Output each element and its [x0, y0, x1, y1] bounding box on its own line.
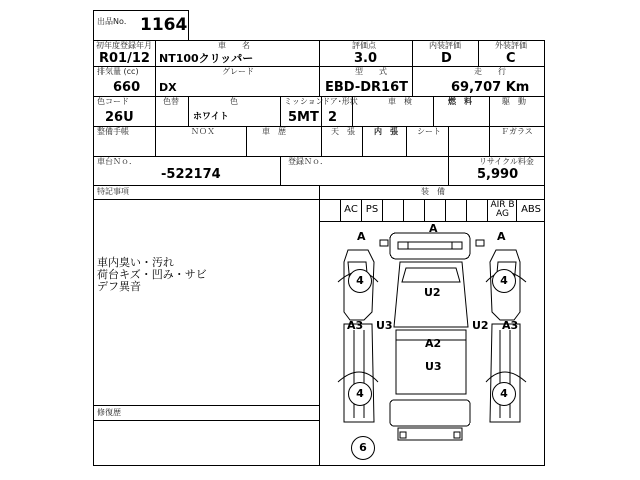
recycle-label: リサイクル料金: [479, 157, 534, 166]
damage-right-side: A3: [502, 319, 519, 332]
door-value: 2: [328, 110, 338, 125]
score-label: 評価点: [352, 41, 376, 50]
damage-left-rear-wheel: 4: [348, 382, 372, 406]
damage-front-right: A: [497, 230, 506, 243]
damage-front-bumper: A: [429, 222, 438, 235]
interior2-label: 内 張: [374, 127, 398, 136]
damage-right-side-u: U2: [472, 319, 489, 332]
remarks-label: 特記事項: [97, 187, 129, 196]
grade-label: グレード: [222, 67, 254, 76]
interior-value: D: [441, 51, 452, 66]
recycle-value: 5,990: [477, 167, 519, 182]
year-label: 初年度登録年月: [96, 41, 152, 50]
name-value: NT100クリッパー: [159, 52, 254, 65]
equip-airbag: AIR BAG: [490, 200, 515, 219]
damage-right-front-wheel: 4: [492, 269, 516, 293]
seat-label: シート: [417, 127, 441, 136]
inspection-label: 車 検: [388, 97, 412, 106]
damage-left-side-u: U3: [376, 319, 393, 332]
color-code-value: 26U: [105, 110, 134, 125]
mission-value: 5MT: [288, 110, 319, 125]
score-value: 3.0: [354, 51, 378, 66]
manual-label: 整備手帳: [97, 127, 129, 136]
damage-front-left: A: [357, 230, 366, 243]
glass-label: Ｆガラス: [501, 127, 533, 136]
equip-ac: AC: [344, 204, 358, 215]
color-value: ホワイト: [193, 112, 229, 122]
damage-left-side: A3: [347, 319, 364, 332]
damage-roof: U2: [424, 286, 441, 299]
damage-bed-u: U3: [425, 360, 442, 373]
color-code-label: 色コード: [97, 97, 129, 106]
damage-left-front-wheel: 4: [348, 269, 372, 293]
reg-label: 登録Ｎｏ．: [288, 157, 328, 166]
sunroof-label: 天 張: [331, 127, 355, 136]
exterior-label: 外装評価: [495, 41, 527, 50]
history-label: 車 歴: [262, 127, 286, 136]
nox-label: ＮＯＸ: [191, 127, 215, 136]
grade-value: DX: [159, 81, 177, 94]
name-label: 車 名: [218, 41, 250, 50]
remark-line: デフ異音: [97, 280, 141, 293]
damage-bed-a: A2: [425, 337, 442, 350]
color-label: 色: [230, 97, 238, 106]
color-num-label: 色替: [163, 97, 179, 106]
mission-label: ミッション: [284, 97, 324, 106]
model-label: 型 式: [355, 67, 387, 76]
remark-line: 車内臭い・汚れ: [97, 256, 174, 269]
remark-line: 荷台キズ・凹み・サビ: [97, 268, 207, 281]
repair-label: 修復歴: [97, 408, 121, 417]
equip-abs: ABS: [521, 204, 541, 215]
interior-label: 内装評価: [429, 41, 461, 50]
year-value: R01/12: [99, 51, 150, 66]
damage-right-rear-wheel: 4: [492, 382, 516, 406]
lot-number: 1164: [140, 15, 188, 35]
equip-ps: PS: [365, 204, 379, 215]
model-value: EBD-DR16T: [325, 80, 408, 95]
damage-rear: 6: [351, 436, 375, 460]
equipment-label: 装 備: [421, 187, 445, 196]
lot-label: 出品No．: [97, 17, 132, 26]
cc-label: 排気量 (cc): [97, 67, 139, 76]
fuel-label: 燃 料: [448, 97, 472, 106]
mileage-value: 69,707 Km: [451, 80, 530, 95]
chassis-value: -522174: [161, 167, 221, 182]
exterior-value: C: [506, 51, 516, 66]
drive-label: 駆 動: [502, 97, 526, 106]
chassis-label: 車台Ｎｏ．: [97, 157, 137, 166]
door-label: ドア･形状: [322, 97, 358, 106]
mileage-label: 走 行: [474, 67, 506, 76]
cc-value: 660: [113, 80, 141, 95]
